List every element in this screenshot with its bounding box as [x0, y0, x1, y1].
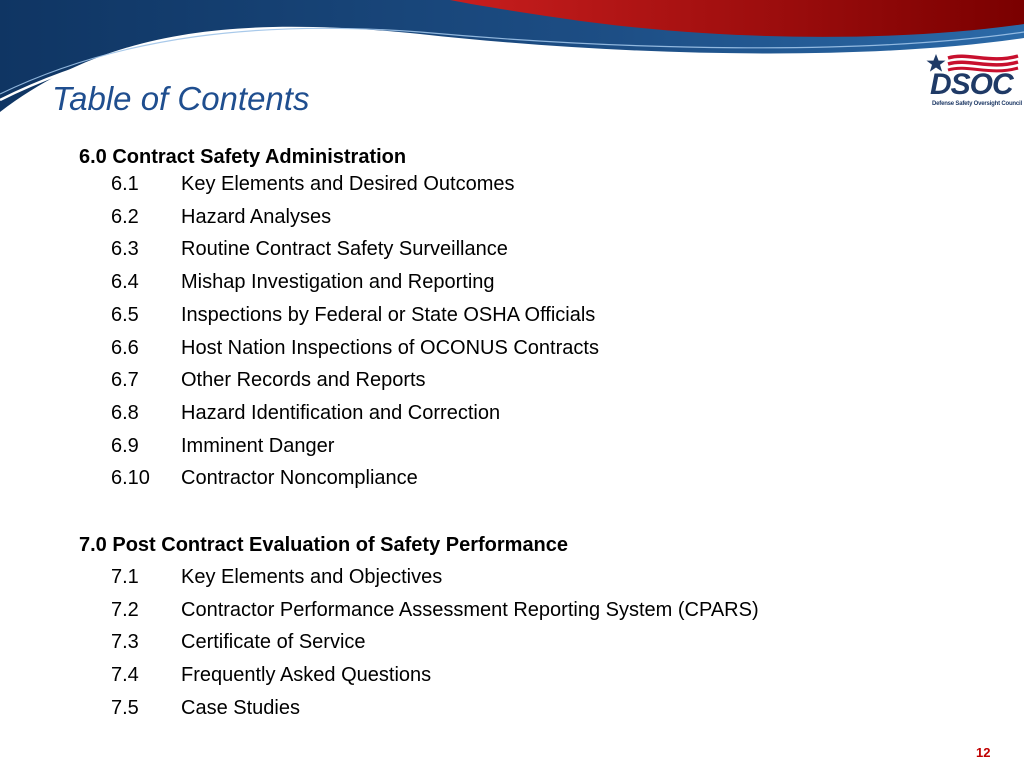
toc-item-number: 6.8 [111, 402, 139, 424]
toc-item-number: 7.5 [111, 697, 139, 719]
toc-item-number: 6.6 [111, 337, 139, 359]
toc-item-number: 6.10 [111, 467, 150, 489]
toc-item-number: 7.3 [111, 631, 139, 653]
toc-item-label: Imminent Danger [181, 435, 335, 457]
slide-title: Table of Contents [52, 80, 310, 117]
section-heading-6: 6.0 Contract Safety Administration [79, 146, 407, 168]
toc-item-label: Certificate of Service [181, 631, 366, 653]
toc-item-label: Frequently Asked Questions [181, 664, 432, 686]
toc-item-label: Case Studies [181, 697, 300, 719]
section-heading-7: 7.0 Post Contract Evaluation of Safety Performance [79, 534, 569, 556]
toc-item-label: Mishap Investigation and Reporting [181, 271, 495, 293]
logo-subtitle: Defense Safety Oversight Council [932, 101, 1022, 107]
toc-item-label: Host Nation Inspections of OCONUS Contracts [181, 337, 599, 359]
toc-item-label: Key Elements and Desired Outcomes [181, 173, 515, 195]
toc-item-number: 6.3 [111, 238, 139, 260]
toc-item-label: Other Records and Reports [181, 369, 426, 391]
toc-item-label: Contractor Performance Assessment Reporting System (CPARS) [181, 599, 759, 621]
toc-item-number: 7.1 [111, 566, 139, 588]
toc-item-number: 6.7 [111, 369, 139, 391]
toc-item-number: 6.9 [111, 435, 139, 457]
toc-item-number: 7.2 [111, 599, 139, 621]
toc-item-label: Inspections by Federal or State OSHA Officials [181, 304, 596, 326]
page-number: 12 [976, 745, 991, 760]
toc-item-label: Key Elements and Objectives [181, 566, 443, 588]
toc-item-label: Contractor Noncompliance [181, 467, 418, 489]
logo-wordmark: DSOC [930, 68, 1013, 101]
toc-item-number: 6.2 [111, 206, 139, 228]
toc-item-label: Hazard Analyses [181, 206, 332, 228]
toc-item-number: 6.5 [111, 304, 139, 326]
dsoc-logo [924, 52, 1020, 114]
toc-item-label: Hazard Identification and Correction [181, 402, 501, 424]
toc-item-number: 7.4 [111, 664, 139, 686]
toc-item-number: 6.1 [111, 173, 139, 195]
toc-item-number: 6.4 [111, 271, 139, 293]
toc-item-label: Routine Contract Safety Surveillance [181, 238, 508, 260]
